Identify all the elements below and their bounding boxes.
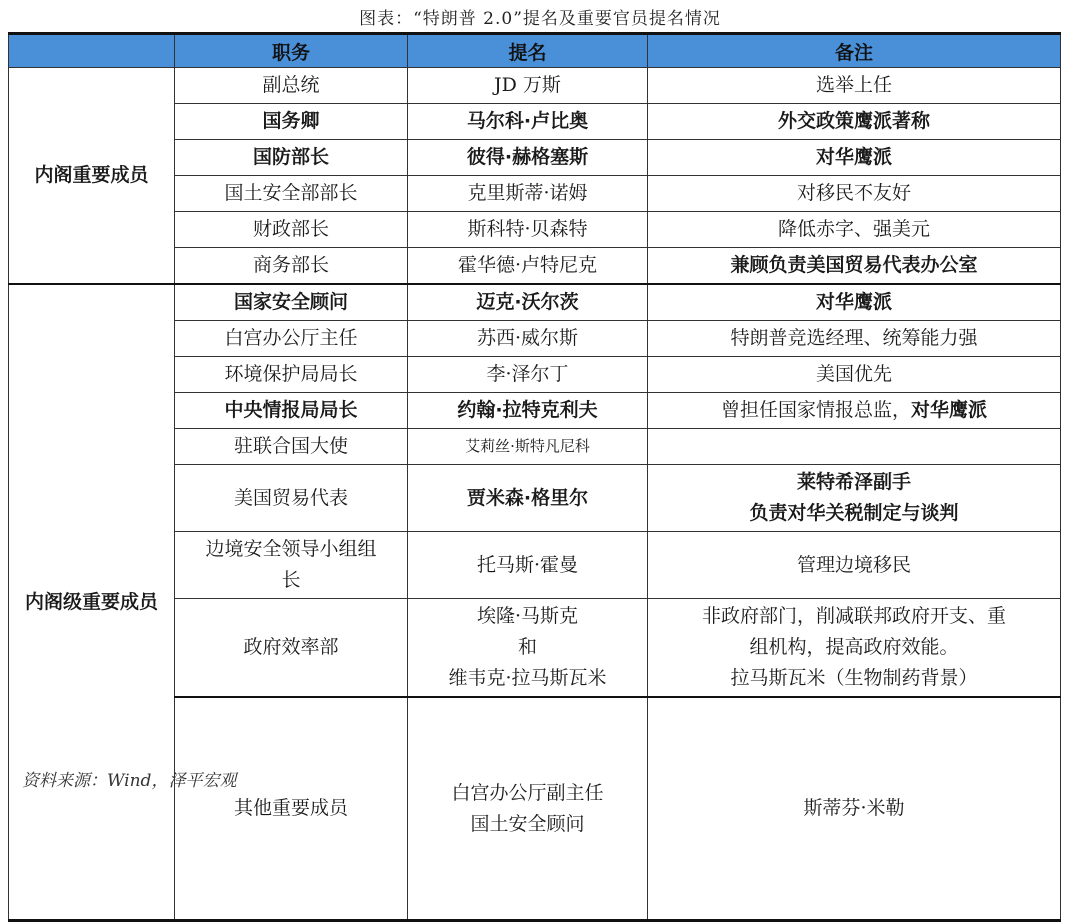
role-cell: 环境保护局局长 [175, 357, 408, 393]
note-cell: 兼顾负责美国贸易代表办公室 [648, 248, 1061, 285]
nominee-cell: 斯科特·贝森特 [408, 212, 648, 248]
note-cell [648, 393, 1061, 429]
nominee-cell: 李·泽尔丁 [408, 357, 648, 393]
role-cell: 财政部长 [175, 212, 408, 248]
role-cell: 副总统 [175, 68, 408, 104]
note-cell: 对华鹰派 [648, 284, 1061, 321]
nominee-cell: 贾米森·格里尔 [408, 465, 648, 532]
note-text-bold: 对华鹰派 [911, 399, 988, 421]
nominee-cell: 约翰·拉特克利夫 [408, 393, 648, 429]
note-cell: 选举上任 [648, 68, 1061, 104]
role-line: 边境安全领导小组组 [205, 538, 377, 560]
note-cell: 对华鹰派 [648, 140, 1061, 176]
role-cell: 国土安全部部长 [175, 176, 408, 212]
nominee-cell: 克里斯蒂·诺姆 [408, 176, 648, 212]
role-cell [175, 532, 408, 599]
table-row [9, 68, 1061, 104]
nominee-cell: JD 万斯 [408, 68, 648, 104]
role-line: 长 [281, 569, 301, 591]
role-cell [408, 697, 648, 921]
role-cell: 商务部长 [175, 248, 408, 285]
note-text: 曾担任国家情报总监， [720, 399, 911, 421]
group-label-cabinet-level: 内阁级重要成员 [9, 284, 175, 921]
role-cell: 国家安全顾问 [175, 284, 408, 321]
nominee-cell: 霍华德·卢特尼克 [408, 248, 648, 285]
header-category [9, 34, 175, 68]
nominee-cell: 彼得·赫格塞斯 [408, 140, 648, 176]
role-line: 白宫办公厅副主任 [451, 781, 604, 804]
note-cell: 管理边境移民 [648, 532, 1061, 599]
nominee-cell: 迈克·沃尔茨 [408, 284, 648, 321]
note-cell [648, 429, 1061, 465]
group-label-other: 其他重要成员 [175, 697, 408, 921]
nominee-cell: 斯蒂芬·米勒 [648, 697, 1061, 921]
note-cell: 美国优先 [648, 357, 1061, 393]
table-title: 图表：“特朗普 2.0”提名及重要官员提名情况 [359, 9, 721, 29]
nominee-cell: 马尔科·卢比奥 [408, 104, 648, 140]
role-cell: 驻联合国大使 [175, 429, 408, 465]
nominee-cell [408, 599, 648, 698]
note-cell: 外交政策鹰派著称 [648, 104, 1061, 140]
role-cell: 国防部长 [175, 140, 408, 176]
note-cell: 对移民不友好 [648, 176, 1061, 212]
header-role: 职务 [175, 34, 408, 68]
note-line: 负责对华关税制定与谈判 [749, 502, 959, 524]
header-nominee: 提名 [408, 34, 648, 68]
note-line: 莱特希泽副手 [796, 471, 911, 493]
note-line: 拉马斯瓦米（生物制药背景） [730, 667, 978, 689]
nominee-cell: 苏西·威尔斯 [408, 321, 648, 357]
role-cell: 国务卿 [175, 104, 408, 140]
role-cell: 白宫办公厅主任 [175, 321, 408, 357]
role-cell: 美国贸易代表 [175, 465, 408, 532]
source-note: 资料来源：Wind，泽平宏观 [22, 771, 237, 791]
note-cell: 特朗普竞选经理、统筹能力强 [648, 321, 1061, 357]
note-cell [648, 599, 1061, 698]
note-line: 非政府部门，削减联邦政府开支、重 [701, 605, 1006, 627]
role-cell: 中央情报局局长 [175, 393, 408, 429]
role-cell: 政府效率部 [175, 599, 408, 698]
table-header-row [9, 34, 1061, 68]
table-row [9, 284, 1061, 321]
group-label-cabinet: 内阁重要成员 [9, 68, 175, 285]
note-cell: 降低赤字、强美元 [648, 212, 1061, 248]
nominee-cell: 艾莉丝·斯特凡尼科 [408, 429, 648, 465]
note-line: 组机构，提高政府效能。 [749, 636, 959, 658]
nominee-line: 埃隆·马斯克 [476, 605, 579, 627]
nominee-cell: 托马斯·霍曼 [408, 532, 648, 599]
header-note: 备注 [648, 34, 1061, 68]
note-cell [648, 465, 1061, 532]
nominee-line: 和 [517, 636, 537, 658]
role-line: 国土安全顾问 [470, 812, 585, 835]
nominee-line: 维韦克·拉马斯瓦米 [448, 667, 607, 689]
